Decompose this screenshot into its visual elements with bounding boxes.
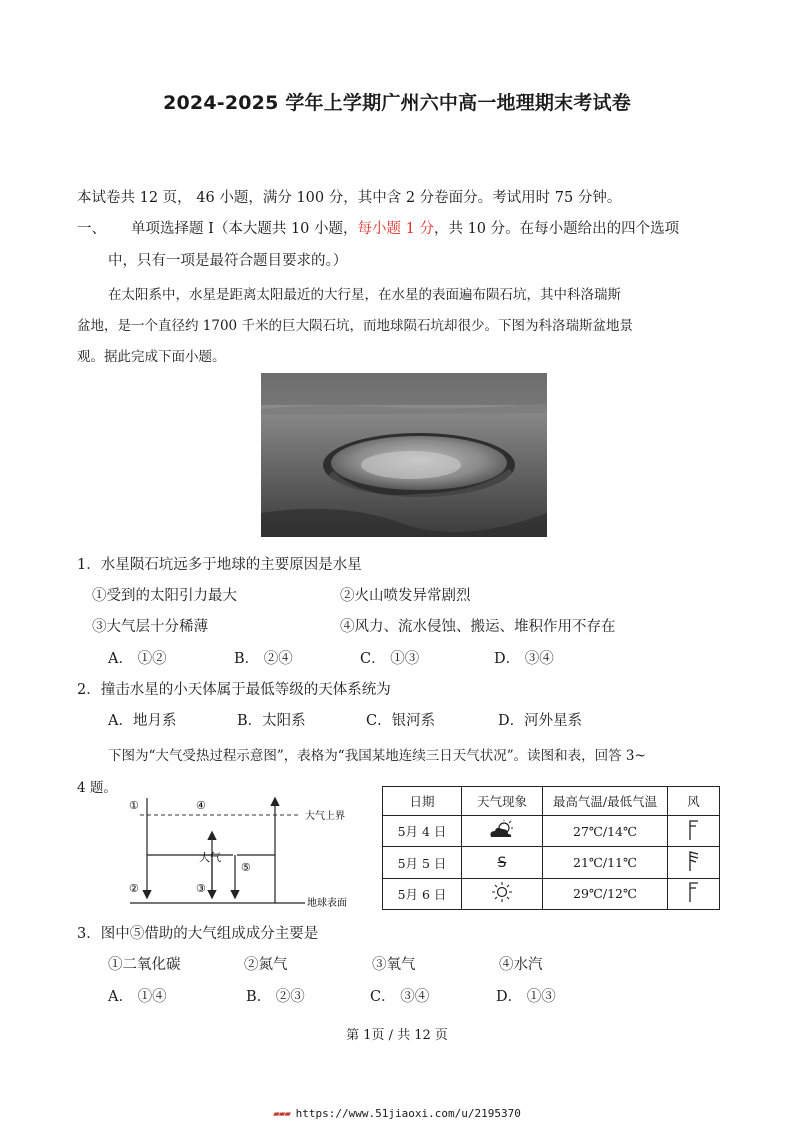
wind-barb-icon [687,819,701,841]
q1-item3: ③大气层十分稀薄 [92,619,208,635]
diagram-label-3: ③ [196,882,206,895]
section-header [131,217,679,238]
q3-stem: 3．图中⑤借助的大气组成成分主要是 [77,926,319,942]
row-temp: 27℃/14℃ [543,816,668,847]
q2-option-a[interactable]: A．地月系 [108,713,177,729]
weather-cell [462,816,543,847]
q3-option-a[interactable]: A． ①④ [108,989,167,1005]
row-date: 5月 6 日 [383,878,462,909]
table-row [383,816,720,847]
row-date: 5月 4 日 [383,816,462,847]
section-desc: （本大题共 10 小题， [213,221,358,237]
passage2-line1: 下图为“大气受热过程示意图”，表格为“我国某地连续三日天气状况”。读图和表，回答 3~ [108,748,646,764]
diagram-label-5: ⑤ [241,861,251,874]
diagram-label-2: ② [129,882,139,895]
weather-cell [462,878,543,909]
section-name: 单项选择题 Ⅰ [131,221,214,237]
wind-cell [668,816,720,847]
watermark-logo-icon: ▰▰▰ [273,1107,296,1120]
q1-item4: ④风力、流水侵蚀、搬运、堆积作用不存在 [340,619,616,635]
passage1-line2: 盆地，是一个直径约 1700 千米的巨大陨石坑，而地球陨石坑却很少。下图为科洛瑞斯盆地景 [77,318,633,334]
passage1-line3: 观。据此完成下面小题。 [77,349,226,365]
cloudy-icon [487,820,517,840]
source-url[interactable]: https://www.51jiaoxi.com/u/2195370 [295,1107,521,1120]
passage2-line2: 4 题。 [77,780,117,796]
passage1-line1: 在太阳系中，水星是距离太阳最近的大行星，在水星的表面遍布陨石坑，其中科洛瑞斯 [108,287,621,303]
wind-barb-icon [687,881,701,903]
q1-stem: 1．水星陨石坑远多于地球的主要原因是水星 [77,557,362,573]
wind-cell [668,878,720,909]
section-desc-rest: ，共 10 分。在每小题给出的四个选项 [433,221,680,237]
row-date: 5月 5 日 [383,847,462,878]
sunny-icon [491,881,513,903]
table-row [383,878,720,909]
section-number: 一、 [77,221,106,237]
row-temp: 29℃/12℃ [543,878,668,909]
table-header-row [383,787,720,816]
wind-barb-strong-icon [687,850,701,872]
weather-table [382,786,720,910]
q1-option-b[interactable]: B． ②④ [234,651,293,667]
page-footer: 第 1页 / 共 12 页 [346,1028,448,1043]
q3-option-d[interactable]: D． ①③ [496,989,556,1005]
q1-item1: ①受到的太阳引力最大 [92,588,237,604]
diagram-earth-surface: 地球表面 [307,898,347,909]
source-watermark [0,1107,794,1120]
header-wind: 风 [668,787,720,816]
diagram-upper-atmosphere: 大气上界 [305,811,345,822]
atmosphere-heating-diagram [125,793,361,915]
sandstorm-icon: S [497,854,507,871]
header-weather: 天气现象 [462,787,543,816]
q2-option-c[interactable]: C．银河系 [366,713,436,729]
header-date: 日期 [383,787,462,816]
header-temp: 最高气温/最低气温 [543,787,668,816]
q2-option-d[interactable]: D．河外星系 [498,713,583,729]
q3-option-c[interactable]: C． ③④ [370,989,430,1005]
diagram-label-1: ① [129,799,139,812]
crater-photo [261,373,547,537]
table-row [383,847,720,878]
q2-stem: 2．撞击水星的小天体属于最低等级的天体系统为 [77,682,391,698]
q3-item2: ②氮气 [244,957,288,973]
diagram-label-4: ④ [196,799,206,812]
q3-item1: ①二氧化碳 [108,957,181,973]
q3-item3: ③氧气 [372,957,416,973]
q3-item4: ④水汽 [499,957,543,973]
q3-option-b[interactable]: B． ②③ [246,989,305,1005]
q2-option-b[interactable]: B．太阳系 [237,713,306,729]
q1-option-c[interactable]: C． ①③ [360,651,420,667]
row-temp: 21℃/11℃ [543,847,668,878]
wind-cell [668,847,720,878]
diagram-atmosphere-label: 大气 [199,851,221,864]
page-title: 2024-2025 学年上学期广州六中高一地理期末考试卷 [163,92,631,114]
q1-option-a[interactable]: A． ①② [108,651,167,667]
exam-intro: 本试卷共 12 页， 46 小题，满分 100 分，其中含 2 分卷面分。考试用时 75 分钟。 [77,190,622,206]
section-score-highlight: 每小题 1 分 [357,221,434,237]
weather-cell [462,847,543,878]
q1-option-d[interactable]: D． ③④ [494,651,554,667]
section-desc-line2: 中，只有一项是最符合题目要求的。） [108,253,348,269]
q1-item2: ②火山喷发异常剧烈 [340,588,471,604]
